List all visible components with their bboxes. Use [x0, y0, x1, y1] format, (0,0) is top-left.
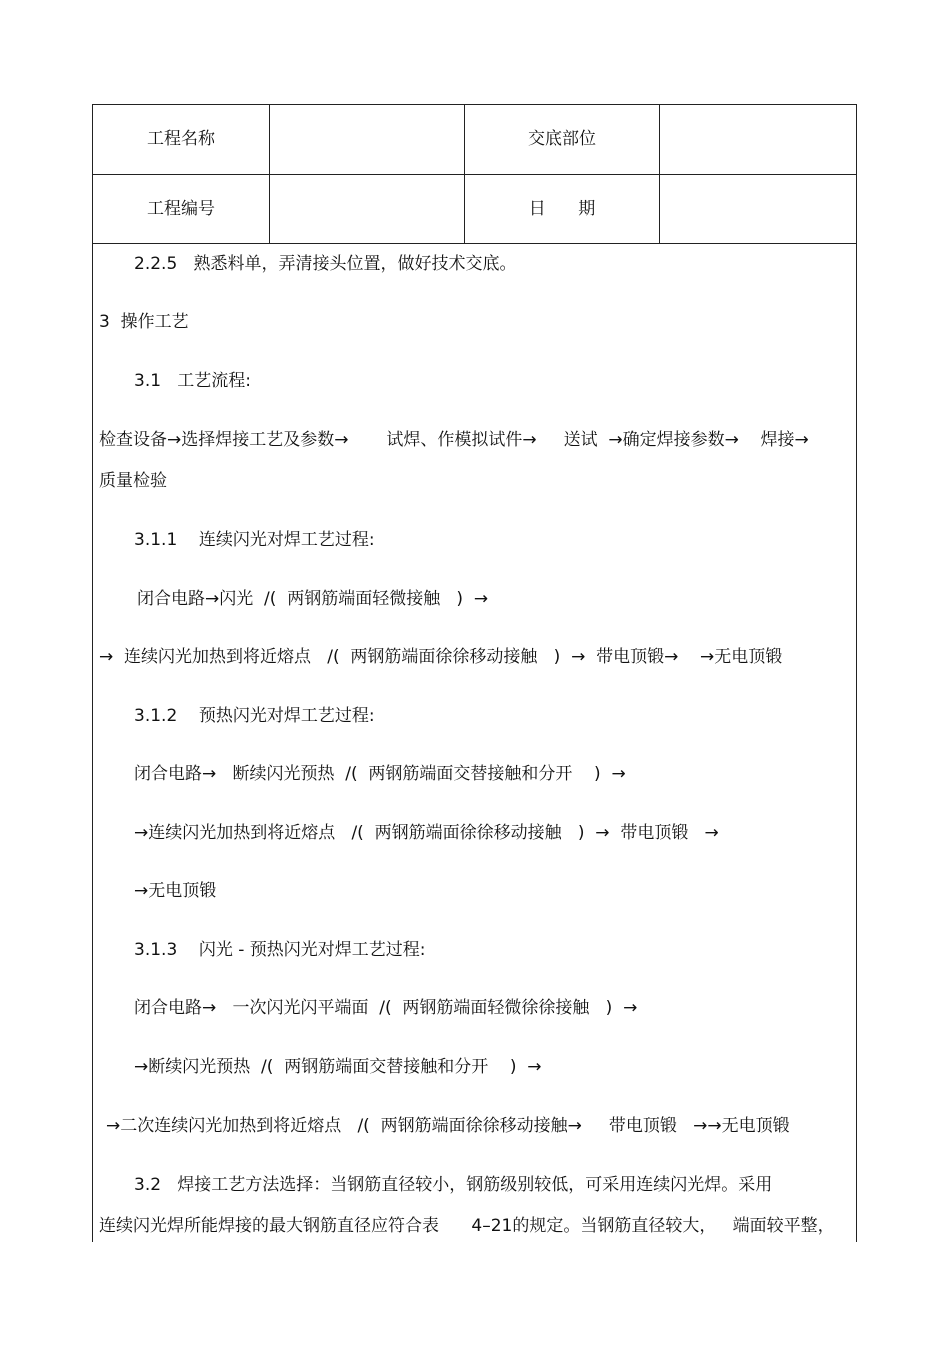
project-name-value	[270, 105, 464, 174]
subsection-heading: 3.1 工艺流程:	[134, 371, 251, 391]
body-line: →无电顶锻	[134, 881, 217, 901]
subsection-heading: 3.1.2 预热闪光对焊工艺过程:	[134, 706, 375, 726]
project-name-label: 工程名称	[147, 129, 215, 149]
date-label: 日 期	[528, 199, 596, 219]
body-line: 2.2.5 熟悉料单，弄清接头位置，做好技术交底。	[134, 254, 517, 274]
project-no-value	[270, 175, 464, 244]
body-line: →断续闪光预热 /( 两钢筋端面交替接触和分开 ) →	[134, 1057, 542, 1077]
body-line: → 连续闪光加热到将近熔点 /( 两钢筋端面徐徐移动接触 ) → 带电顶锻→ →无电顶锻	[99, 647, 783, 667]
subsection-heading: 3.2 焊接工艺方法选择：当钢筋直径较小，钢筋级别较低，可采用连续闪光焊。采用	[134, 1175, 773, 1195]
subsection-heading: 3.1.3 闪光 - 预热闪光对焊工艺过程:	[134, 940, 426, 960]
body-line: 闭合电路→闪光 /( 两钢筋端面轻微接触 ) →	[137, 589, 489, 609]
body-line: →连续闪光加热到将近熔点 /( 两钢筋端面徐徐移动接触 ) → 带电顶锻 →	[134, 823, 719, 843]
body-line: →二次连续闪光加热到将近熔点 /( 两钢筋端面徐徐移动接触→ 带电顶锻 →→无电顶锻	[106, 1116, 790, 1136]
project-no-label: 工程编号	[147, 199, 215, 219]
date-value	[660, 175, 856, 244]
body-line: 闭合电路→ 一次闪光闪平端面 /( 两钢筋端面轻微徐徐接触 ) →	[134, 998, 638, 1018]
body-line: 检查设备→选择焊接工艺及参数→ 试焊、作模拟试件→ 送试 →确定焊接参数→ 焊接→	[99, 430, 809, 450]
location-label: 交底部位	[528, 129, 596, 149]
section-heading: 3 操作工艺	[99, 312, 189, 332]
body-line: 连续闪光焊所能焊接的最大钢筋直径应符合表 4–21的规定。当钢筋直径较大， 端面较平整，	[99, 1216, 835, 1236]
subsection-heading: 3.1.1 连续闪光对焊工艺过程:	[134, 530, 375, 550]
body-line: 闭合电路→ 断续闪光预热 /( 两钢筋端面交替接触和分开 ) →	[134, 764, 626, 784]
location-value	[660, 105, 856, 174]
body-line: 质量检验	[99, 471, 167, 491]
